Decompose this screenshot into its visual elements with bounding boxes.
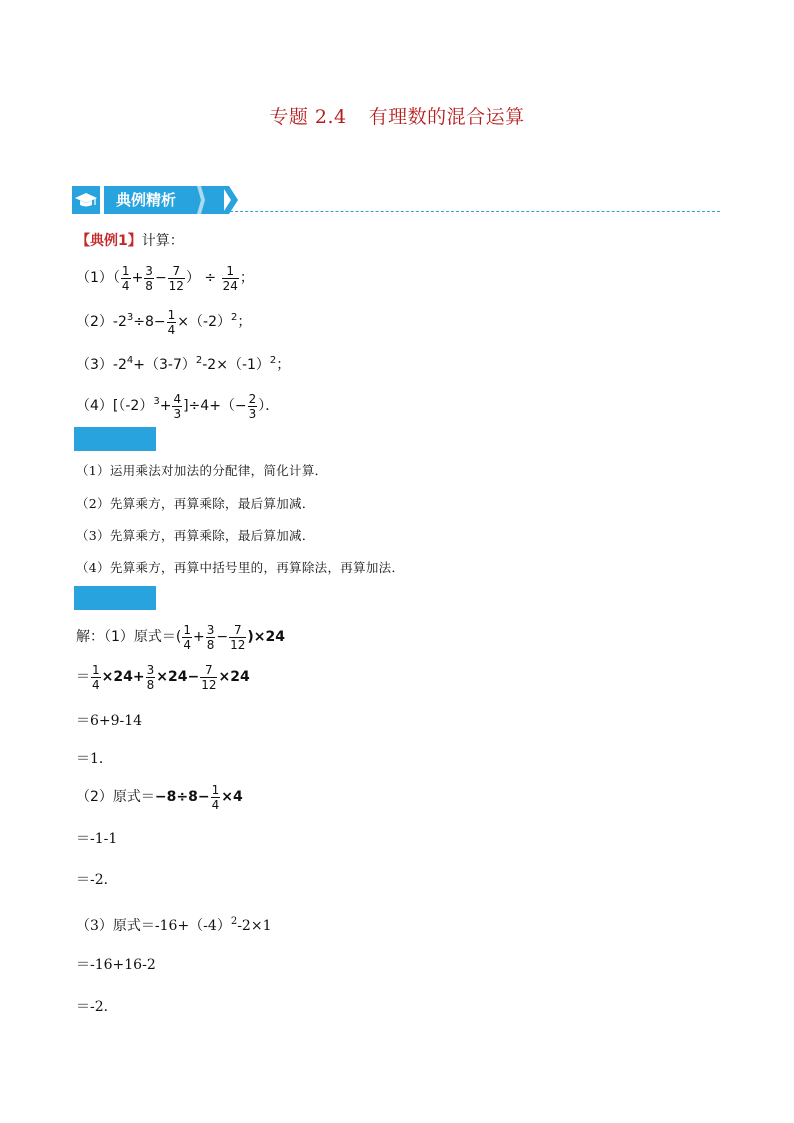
- title-number: 2.4: [314, 106, 347, 128]
- example-label: 【典例1】: [76, 233, 142, 249]
- solution-line-4: ＝1．: [76, 751, 113, 767]
- graduation-cap-icon: [72, 186, 100, 214]
- solution-line-10: ＝-2．: [76, 999, 118, 1015]
- example-heading: [76, 231, 184, 251]
- title-text: 有理数的混合运算: [368, 106, 525, 128]
- solution-line-9: ＝-16+16-2: [76, 957, 156, 973]
- dashed-divider: [210, 211, 720, 212]
- analysis-line-2: （2）先算乘方，再算乘除，最后算加减．: [76, 496, 315, 511]
- problem-1: （1）（ $\frac{1}{4}$ + $\frac{3}{8}$ − $\frac{7}{12}$ ） ÷ $\frac{1}{24}$ ；: [76, 263, 254, 293]
- solution-line-1: 解：（1）原式＝( $\frac{1}{4}$ + $\frac{3}{8}$ − $\frac{7}{12}$ )×24: [76, 622, 286, 652]
- analysis-label-bar: [74, 427, 156, 451]
- page-title: [0, 102, 794, 129]
- solution-line-6: ＝-1-1: [76, 831, 118, 847]
- solution-line-8: （3）原式$=-16+(-4)^2-2\times 1$: [76, 916, 272, 934]
- chevron-right-icon: [197, 186, 205, 214]
- analysis-line-3: （3）先算乘方，再算乘除，最后算加减．: [76, 528, 315, 543]
- title-prefix: 专题: [269, 106, 309, 128]
- section-label: 典例精析: [104, 186, 224, 214]
- analysis-line-4: （4）先算乘方，再算中括号里的，再算除法，再算加法．: [76, 560, 405, 575]
- problem-2: $(2)-2^3\div 8-$ $\frac{1}{4}$ $\times(-2)^2$；: [76, 307, 252, 337]
- analysis-line-1: （1）运用乘法对加法的分配律，简化计算．: [76, 463, 328, 478]
- chevron-right-icon: [222, 186, 238, 214]
- solution-line-5: （2）原式＝−8÷8− $\frac{1}{4}$ ×4: [76, 782, 243, 812]
- example-instruction: 计算：: [141, 233, 184, 249]
- solution-label-bar: [74, 586, 156, 610]
- solution-line-7: ＝-2．: [76, 872, 118, 888]
- solution-line-2: ＝ $\frac{1}{4}$ ×24+ $\frac{3}{8}$ ×24− $\frac{7}{12}$ ×24: [76, 662, 250, 692]
- problem-3: $(3)-2^4+(3-7)^2-2\times(-1)^2$；: [76, 355, 291, 373]
- solution-line-3: ＝6+9-14: [76, 713, 143, 729]
- problem-4: $(4)[(-2)^3+$ $\frac{4}{3}$ ]÷4+（− $\frac{2}{3}$ ）．: [76, 391, 280, 421]
